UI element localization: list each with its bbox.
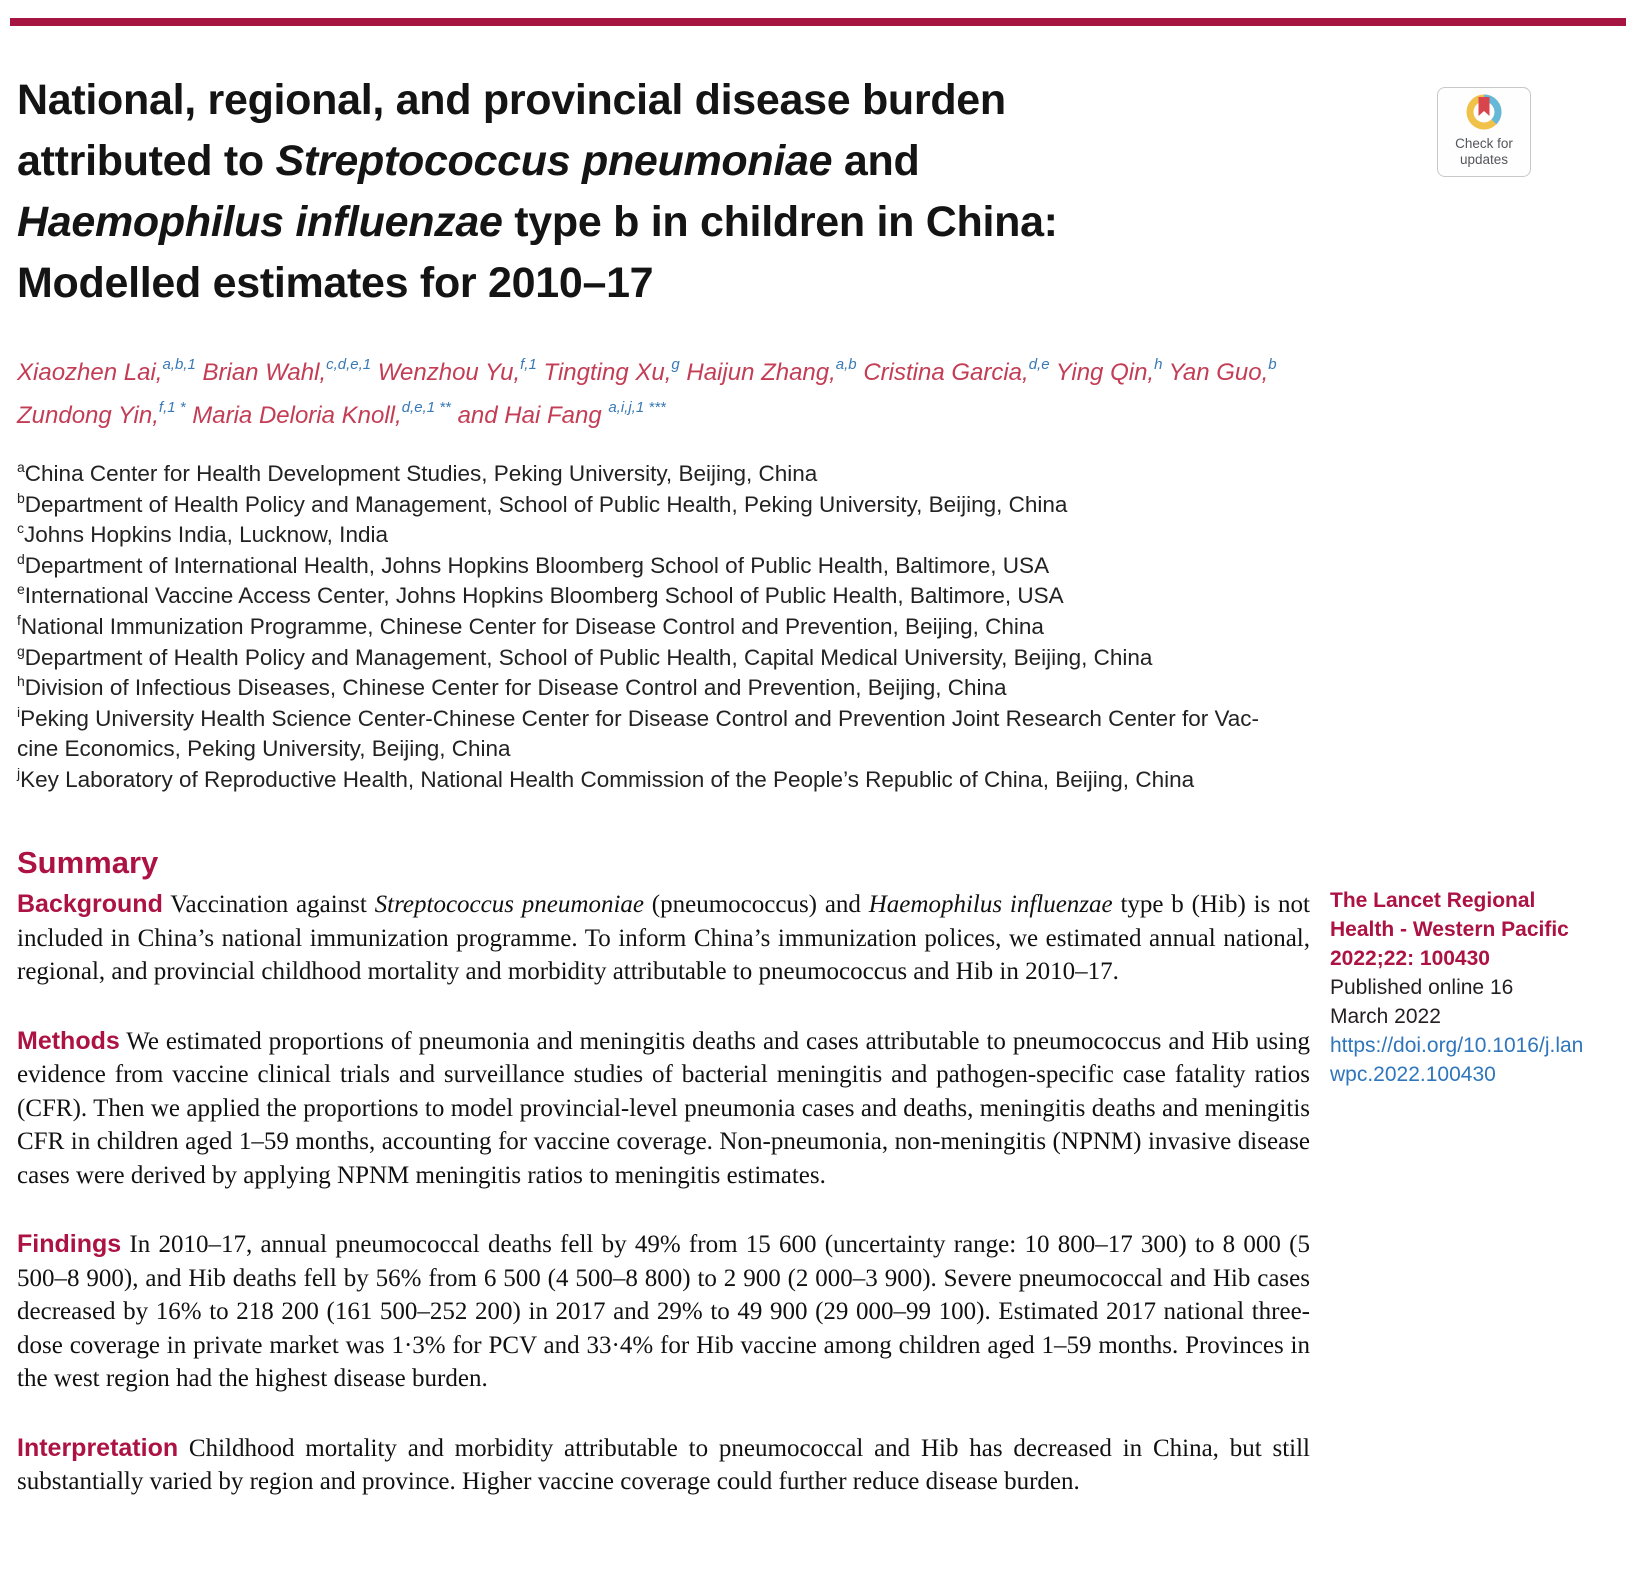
summary-paragraph-interpretation: Interpretation Childhood mortality and morbidity attributable to pneumococcal and Hib has decreased in China, but still substantially varied by region and province. Higher vaccine coverage could further reduce disease burden.: [17, 1433, 1310, 1495]
affiliation-text: Department of Health Policy and Management, School of Public Health, Peking University, Beijing, China: [24, 491, 1068, 517]
affiliation-line: [17, 734, 1317, 765]
citation-sidebar: [1330, 886, 1610, 1089]
summary-paragraphs: [17, 888, 1310, 1499]
summary-paragraph-background: Background Vaccination against Streptococcus pneumoniae (pneumococcus) and Haemophilus influenzae type b (Hib) is not included in China’s national immunization programme. To inform China’s immunization polices, we estimated annual national, regional, and provincial childhood mortality and morbidity attributable to pneumococcus and Hib in 2010–17.: [17, 890, 1311, 985]
summary-paragraph-methods: Methods We estimated proportions of pneumonia and meningitis deaths and cases attributable to pneumococcus and Hib using evidence from vaccine clinical trials and surveillance studies of bacterial meningitis and pathogen-specific case fatality ratios (CFR). Then we applied the proportions to model provincial-level pneumonia cases and deaths, meningitis deaths and meningitis CFR in children aged 1–59 months, accounting for vaccine coverage. Non-pneumonia, non-meningitis (NPNM) invasive disease cases were derived by applying NPNM meningitis ratios to meningitis estimates.: [17, 1026, 1310, 1189]
affiliation-superscript: i: [17, 703, 21, 720]
affiliation-text: Johns Hopkins India, Lucknow, India: [24, 522, 388, 548]
masthead-rule: [10, 18, 1626, 26]
affiliation-line: [17, 673, 1317, 704]
affiliation-superscript: h: [17, 673, 25, 690]
published-date: Published online 16 March 2022: [1330, 976, 1514, 1028]
affiliation-superscript: b: [17, 489, 25, 506]
affiliation-line: [17, 704, 1317, 735]
affiliation-superscript: c: [17, 520, 24, 537]
affiliation-line: [17, 490, 1317, 521]
affiliation-superscript: j: [17, 764, 21, 781]
badge-label-line2: updates: [1459, 151, 1509, 167]
affiliation-superscript: f: [17, 611, 21, 628]
affiliations-list: [17, 459, 1317, 796]
doi-link[interactable]: https://doi.org/10.1016/j.lanwpc.2022.100430: [1330, 1034, 1584, 1086]
summary-section: [17, 846, 1310, 1499]
journal-citation: The Lancet Regional Health - Western Pacific 2022;22: 100430: [1330, 889, 1569, 970]
check-for-updates-icon: [1461, 93, 1507, 135]
affiliation-text: cine Economics, Peking University, Beijing, China: [17, 736, 511, 762]
badge-label-line1: Check for: [1455, 136, 1513, 151]
affiliation-line: [17, 551, 1317, 582]
affiliation-line: [17, 765, 1317, 796]
affiliation-text: National Immunization Programme, Chinese Center for Disease Control and Prevention, Beijing, China: [20, 613, 1044, 639]
affiliation-text: Department of Health Policy and Management, School of Public Health, Capital Medical University, Beijing, China: [24, 644, 1153, 670]
affiliation-text: International Vaccine Access Center, Johns Hopkins Bloomberg School of Public Health, Baltimore, USA: [24, 583, 1064, 609]
affiliation-text: Key Laboratory of Reproductive Health, National Health Commission of the People’s Republic of China, Beijing, China: [20, 766, 1195, 792]
affiliation-text: Department of International Health, Johns Hopkins Bloomberg School of Public Health, Baltimore, USA: [24, 552, 1050, 578]
author-list: Xiaozhen Lai,$^{a,b,1}$ Brian Wahl,$^{c,d,e,1}$ Wenzhou Yu,$^{f,1}$ Tingting Xu,$^g$ Haijun Zhang,$^{a,b}$ Cristina Garcia,$^{d,e}$ Ying Qin,$^h$ Yan Guo,$^b$ Zundong Yin,$^{f,1 *}$ Maria Deloria Knoll,$^{d,e,1 **}$ and Hai Fang $^{a,i,j,1 ***}$: [17, 356, 1277, 429]
affiliation-line: [17, 612, 1317, 643]
affiliation-text: China Center for Health Development Studies, Peking University, Beijing, China: [24, 461, 818, 486]
affiliation-superscript: g: [17, 642, 25, 659]
summary-paragraph-findings: Findings In 2010–17, annual pneumococcal deaths fell by 49% from 15 600 (uncertainty range: 10 800–17 300) to 8 000 (5 500–8 900), and Hib deaths fell by 56% from 6 500 (4 500–8 800) to 2 900 (2 000–3 900). Severe pneumococcal and Hib cases decreased by 16% to 218 200 (161 500–252 200) in 2017 and 29% to 49 900 (29 000–99 100). Estimated 2017 national three-dose coverage in private market was 1·3% for PCV and 33·4% for Hib vaccine among children aged 1–59 months. Provinces in the west region had the highest disease burden.: [17, 1230, 1310, 1392]
affiliation-superscript: e: [17, 581, 25, 598]
check-for-updates-badge[interactable]: [1437, 87, 1531, 177]
affiliation-text: Peking University Health Science Center-Chinese Center for Disease Control and Prevention Joint Research Center for Vac-: [20, 705, 1260, 731]
affiliation-superscript: d: [17, 550, 25, 567]
affiliation-line: [17, 581, 1317, 612]
affiliation-line: [17, 520, 1317, 551]
affiliation-line: [17, 643, 1317, 674]
affiliation-superscript: a: [17, 459, 25, 475]
check-for-updates-label: [1455, 136, 1513, 167]
article-title: National, regional, and provincial disease burden attributed to Streptococcus pneumoniae and Haemophilus influenzae type b in children in China: Modelled estimates for 2010–17: [17, 76, 1058, 307]
affiliation-text: Division of Infectious Diseases, Chinese Center for Disease Control and Prevention, Beijing, China: [24, 675, 1007, 701]
affiliation-line: [17, 459, 1317, 490]
summary-heading: Summary: [17, 845, 159, 880]
